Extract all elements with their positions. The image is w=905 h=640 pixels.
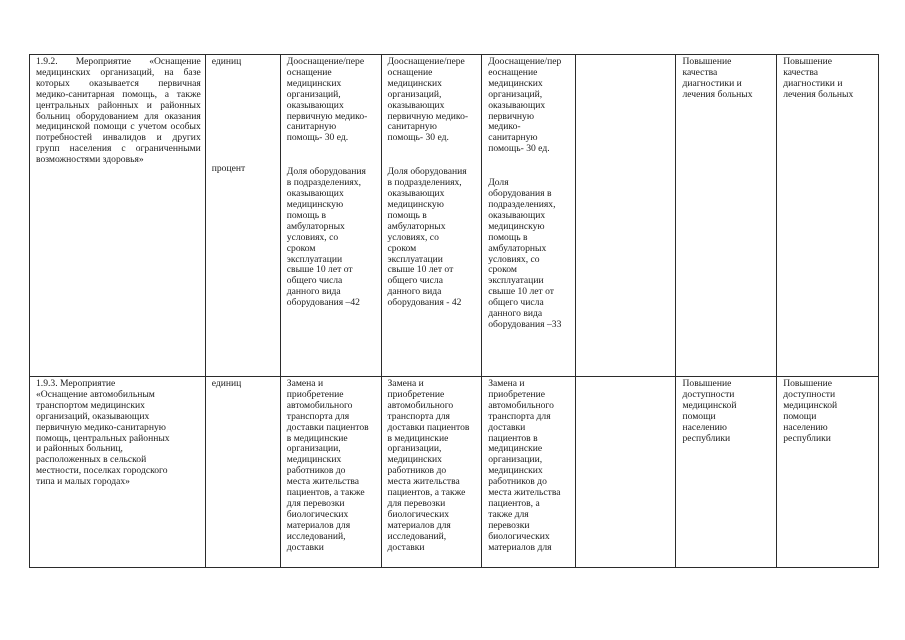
unit-cell [205,55,280,377]
measure-text: 1.9.2. Мероприятие «Оснащение медицинских организаций, на базе которых оказывается первичная медико-санитарная помощь, а также центральных районных и районных больниц оборудованием для оказания медицинской помощи с учетом особых потребностей инвалидов и других групп населения с ограниченными возможностями здоровья» [36,56,201,166]
result-text: Повышение качества диагностики и лечения больных [783,56,854,100]
year-cell [280,55,381,377]
unit-text: единиц [211,378,242,389]
indicator-text: Доля оборудования в подразделениях, оказывающих медицинскую помощь в амбулаторных условиях, со сроком эксплуатации свыше 10 лет от общего числа данного вида оборудования –42 [286,166,366,309]
year-cell [482,55,576,377]
table-row [30,377,879,568]
result-cell [777,55,879,377]
result-text: Повышение качества диагностики и лечения больных [682,56,753,100]
indicator-text: Дооснащение/пере оснащение медицинских организаций, оказывающих первичную медико- санитарную помощь- 30 ед. [286,56,368,144]
result-cell [777,377,879,568]
result-text: Повышение доступности медицинской помощи населению республики [783,378,838,444]
year-cell [482,377,576,568]
result-cell [676,377,777,568]
measure-cell [30,377,206,568]
indicator-text: Замена и приобретение автомобильного транспорта для доставки пациентов в медицинские организации, медицинских работников до места жительства пациентов, а также для перевозки биологических материалов для [488,378,561,553]
year-cell [280,377,381,568]
indicator-text: Замена и приобретение автомобильного транспорта для доставки пациентов в медицинские организации, медицинских работников до места жительства пациентов, а также для перевозки биологических материалов для исследований, доставки [387,378,470,553]
unit-text: единиц [211,56,242,67]
measures-table [29,54,879,568]
measure-text: 1.9.3. Мероприятие «Оснащение автомобильным транспортом медицинских организаций, оказывающих первичную медико-санитарную помощь, центральных районных и районных больниц, расположенных в сельской местности, поселках городского типа и малых городах» [36,378,170,488]
indicator-text: Замена и приобретение автомобильного транспорта для доставки пациентов в медицинские организации, медицинских работников до места жительства пациентов, а также для перевозки биологических материалов для исследований, доставки [286,378,369,553]
year-cell [381,377,482,568]
indicator-text: Доля оборудования в подразделениях, оказывающих медицинскую помощь в амбулаторных условиях, со сроком эксплуатации свыше 10 лет от общего числа данного вида оборудования - 42 [387,166,467,309]
unit-cell [205,377,280,568]
indicator-text: Дооснащение/пер еоснащение медицинских организаций, оказывающих первичную медико- санитарную помощь- 30 ед. [488,56,562,155]
result-cell [676,55,777,377]
unit-text: процент [211,162,246,174]
table-row [30,55,879,377]
empty-cell [575,377,676,568]
indicator-text: Доля оборудования в подразделениях, оказывающих медицинскую помощь в амбулаторных условиях, со сроком эксплуатации свыше 10 лет от общего числа данного вида оборудования –33 [488,177,562,330]
empty-cell [575,55,676,377]
result-text: Повышение доступности медицинской помощи населению республики [682,378,737,444]
year-cell [381,55,482,377]
measure-cell [30,55,206,377]
indicator-text: Дооснащение/пере оснащение медицинских организаций, оказывающих первичную медико- санитарную помощь- 30 ед. [387,56,469,144]
